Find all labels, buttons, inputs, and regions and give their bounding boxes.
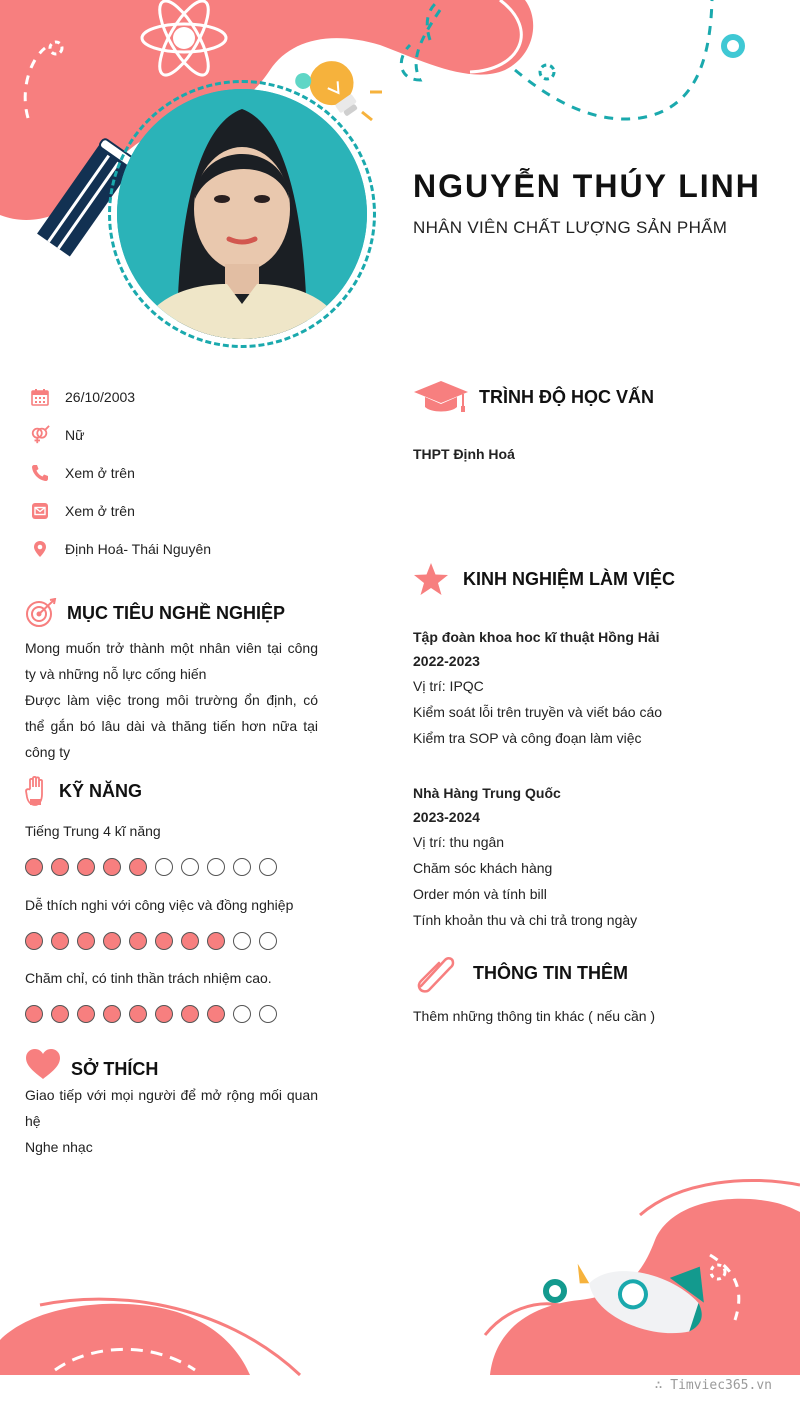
hobby-item: Nghe nhạc <box>25 1139 93 1155</box>
skill-rating <box>25 1005 285 1023</box>
job-period: 2022-2023 <box>413 653 480 669</box>
phone-icon <box>30 463 50 483</box>
rating-dot-empty <box>259 1005 277 1023</box>
section-title: KINH NGHIỆM LÀM VIỆC <box>463 568 676 589</box>
rating-dot-filled <box>51 858 69 876</box>
candidate-name: NGUYỄN THÚY LINH <box>413 168 761 204</box>
contact-gender <box>30 423 84 447</box>
location-pin-icon <box>30 539 50 559</box>
rating-dot-filled <box>181 932 199 950</box>
rating-dot-filled <box>103 932 121 950</box>
rating-dot-filled <box>129 932 147 950</box>
watermark-text: ∴ Timviec365.vn <box>654 1378 772 1393</box>
rating-dot-empty <box>259 858 277 876</box>
profile-photo <box>117 89 367 339</box>
skill-name: Tiếng Trung 4 kĩ năng <box>25 823 161 839</box>
job-detail: Tính khoản thu và chi trả trong ngày <box>413 912 638 928</box>
heart-icon <box>25 1048 61 1080</box>
rating-dot-filled <box>25 1005 43 1023</box>
contact-address <box>30 537 211 561</box>
rating-dot-empty <box>181 858 199 876</box>
graduation-cap-icon <box>413 380 469 414</box>
contact-phone <box>30 461 135 485</box>
job-detail: Chăm sóc khách hàng <box>413 860 553 876</box>
objective-text: Mong muốn trở thành một nhân viên tại công ty và những nỗ lực cống hiến Được làm việc trong môi trường ổn định, có thể gắn bó lâu dài và thăng tiến hơn nữa tại công ty <box>25 640 318 760</box>
rating-dot-empty <box>207 858 225 876</box>
contact-text: 26/10/2003 <box>65 389 136 405</box>
skills-heading <box>25 775 142 807</box>
hand-icon <box>25 775 49 807</box>
hobby-item: Giao tiếp với mọi người để mở rộng mối quan hệ <box>25 1087 318 1129</box>
section-title: MỤC TIÊU NGHỀ NGHIỆP <box>67 602 286 623</box>
job-company: Tập đoàn khoa hoc kĩ thuật Hồng Hải <box>413 629 660 645</box>
skill-name: Dễ thích nghi với công việc và đồng nghiệp <box>25 897 294 913</box>
rating-dot-filled <box>77 858 95 876</box>
paperclip-icon <box>413 953 457 993</box>
hobbies-heading <box>25 1048 158 1080</box>
rating-dot-empty <box>233 858 251 876</box>
rating-dot-empty <box>233 1005 251 1023</box>
contact-text: Xem ở trên <box>65 503 135 519</box>
rating-dot-empty <box>155 858 173 876</box>
job-position: Vị trí: thu ngân <box>413 834 505 850</box>
rating-dot-empty <box>233 932 251 950</box>
school-name: THPT Định Hoá <box>413 446 515 462</box>
rating-dot-filled <box>51 1005 69 1023</box>
job-detail: Kiểm tra SOP và công đoạn làm việc <box>413 730 642 746</box>
skill-rating <box>25 858 285 876</box>
rating-dot-filled <box>155 932 173 950</box>
contact-email <box>30 499 135 523</box>
calendar-icon <box>30 387 50 407</box>
job-title: NHÂN VIÊN CHẤT LƯỢNG SẢN PHẨM <box>413 218 728 237</box>
gender-icon <box>30 425 50 445</box>
target-icon <box>25 598 57 628</box>
contact-birthday <box>30 385 135 409</box>
rating-dot-filled <box>181 1005 199 1023</box>
section-title: KỸ NĂNG <box>59 780 143 801</box>
rating-dot-filled <box>207 1005 225 1023</box>
star-icon <box>413 562 449 596</box>
rating-dot-empty <box>259 932 277 950</box>
rating-dot-filled <box>207 932 225 950</box>
objective-heading <box>25 598 285 628</box>
job-company: Nhà Hàng Trung Quốc <box>413 785 561 801</box>
experience-heading <box>413 562 675 596</box>
contact-text: Nữ <box>65 427 85 443</box>
section-title: TRÌNH ĐỘ HỌC VẤN <box>479 386 654 407</box>
job-detail: Kiểm soát lỗi trên truyền và viết báo cáo <box>413 704 663 720</box>
rating-dot-filled <box>103 858 121 876</box>
avatar-illustration <box>117 89 367 339</box>
rating-dot-filled <box>25 932 43 950</box>
rating-dot-filled <box>77 932 95 950</box>
rating-dot-filled <box>129 1005 147 1023</box>
rating-dot-filled <box>51 932 69 950</box>
contact-text: Định Hoá- Thái Nguyên <box>65 541 212 557</box>
education-heading <box>413 380 654 414</box>
job-period: 2023-2024 <box>413 809 480 825</box>
rating-dot-filled <box>129 858 147 876</box>
job-detail: Order món và tính bill <box>413 886 547 902</box>
bottom-left-blob <box>0 1304 250 1375</box>
skill-rating <box>25 932 285 950</box>
rating-dot-filled <box>155 1005 173 1023</box>
skill-name: Chăm chỉ, có tinh thần trách nhiệm cao. <box>25 970 272 986</box>
rating-dot-filled <box>103 1005 121 1023</box>
contact-text: Xem ở trên <box>65 465 135 481</box>
rating-dot-filled <box>25 858 43 876</box>
rating-dot-filled <box>77 1005 95 1023</box>
section-title: SỞ THÍCH <box>71 1058 159 1079</box>
job-position: Vị trí: IPQC <box>413 678 484 694</box>
extra-text: Thêm những thông tin khác ( nếu cần ) <box>413 1008 656 1024</box>
extra-heading <box>413 953 628 993</box>
email-icon <box>30 501 50 521</box>
section-title: THÔNG TIN THÊM <box>473 962 628 983</box>
